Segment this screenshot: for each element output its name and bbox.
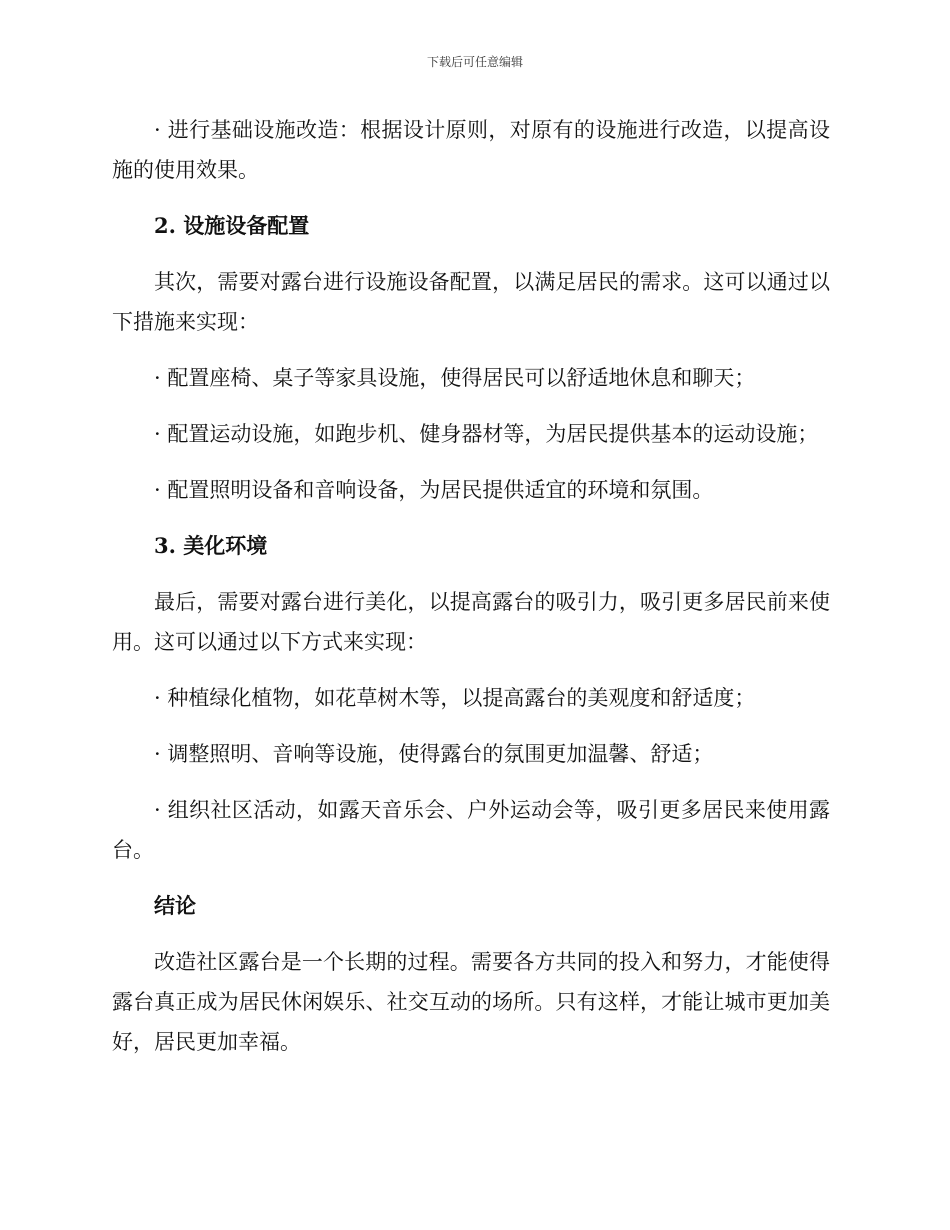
paragraph-equipment-intro: 其次，需要对露台进行设施设备配置，以满足居民的需求。这可以通过以下措施来实现：	[112, 270, 830, 334]
bullet-greening: · 种植绿化植物，如花草树木等，以提高露台的美观度和舒适度；	[154, 686, 756, 710]
section-heading-conclusion: 结论	[154, 893, 196, 918]
section-heading-equipment: 2. 设施设备配置	[154, 213, 310, 238]
document-body	[112, 110, 830, 1062]
bullet-lighting-audio: · 配置照明设备和音响设备，为居民提供适宜的环境和氛围。	[154, 478, 714, 502]
bullet-adjust-lighting: · 调整照明、音响等设施，使得露台的氛围更加温馨、舒适；	[154, 742, 714, 766]
bullet-community-activities: · 组织社区活动，如露天音乐会、户外运动会等，吸引更多居民来使用露台。	[112, 798, 830, 862]
section-heading-beautify: 3. 美化环境	[154, 533, 268, 558]
paragraph-beautify-intro: 最后，需要对露台进行美化，以提高露台的吸引力，吸引更多居民前来使用。这可以通过以下方式来实现：	[112, 590, 830, 654]
bullet-infrastructure-renovation: · 进行基础设施改造：根据设计原则，对原有的设施进行改造，以提高设施的使用效果。	[112, 118, 830, 182]
bullet-sports-facilities: · 配置运动设施，如跑步机、健身器材等，为居民提供基本的运动设施；	[154, 422, 819, 446]
page-header: 下载后可任意编辑	[426, 55, 523, 69]
bullet-furniture: · 配置座椅、桌子等家具设施，使得居民可以舒适地休息和聊天；	[154, 366, 756, 390]
paragraph-conclusion: 改造社区露台是一个长期的过程。需要各方共同的投入和努力，才能使得露台真正成为居民休闲娱乐、社交互动的场所。只有这样，才能让城市更加美好，居民更加幸福。	[112, 950, 830, 1054]
